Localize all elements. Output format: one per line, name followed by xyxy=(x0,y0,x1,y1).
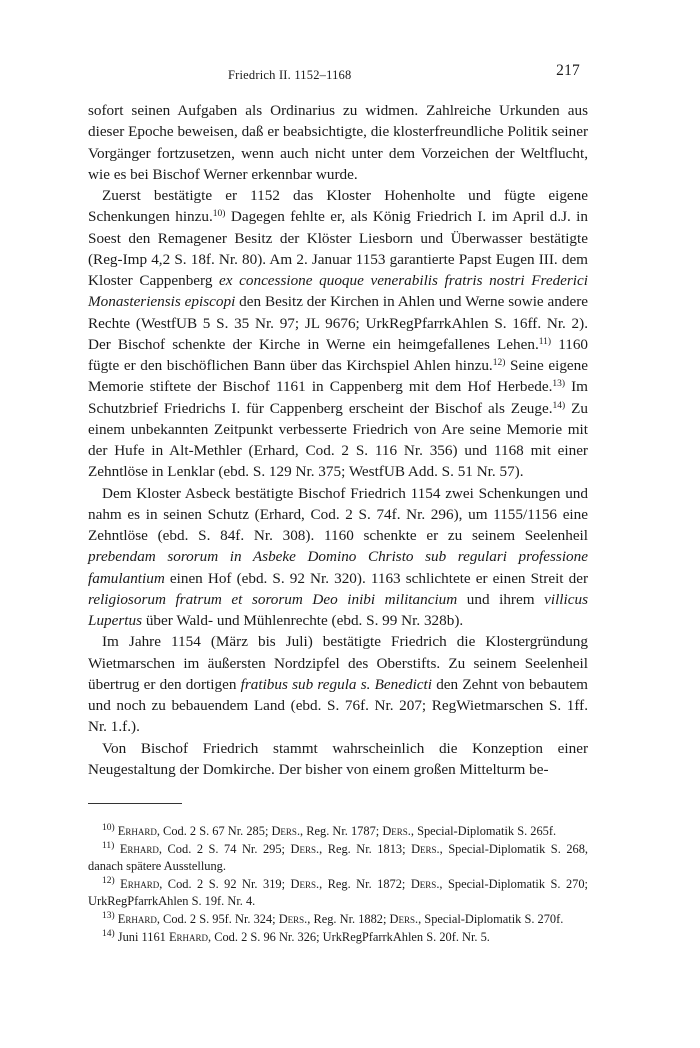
paragraph-4: Im Jahre 1154 (März bis Juli) bestätigte Friedrich die Klostergründung Wietmarschen im äußersten Nordzipfel des Oberstifts. Zu seinem Seelenheil übertrug er den dortigen fratibus sub regula s. Benedicti den Zehnt von bebautem und noch zu bebauendem Land (ebd. S. 76f. Nr. 207; RegWietmarschen S. 1ff. Nr. 1.f.). xyxy=(88,633,588,736)
paragraph-3: Dem Kloster Asbeck bestätigte Bischof Friedrich 1154 zwei Schenkungen und nahm es in seinen Schutz (Erhard, Cod. 2 S. 74f. Nr. 296), um 1155/1156 eine Zehntlöse (ebd. S. 84f. Nr. 308). 1160 schenkte er zu seinem Seelenheil prebendam sororum in Asbeke Domino Christo sub regulari professione famulantium einen Hof (ebd. S. 92 Nr. 320). 1163 schlichtete er einen Streit der religiosorum fratrum et sororum Deo inibi militancium und ihrem villicus Lupertus über Wald- und Mühlenrechte (ebd. S. 99 Nr. 328b). xyxy=(88,484,588,629)
footnote-divider xyxy=(88,803,182,804)
footnote-14: $^{14)}$ Juni 1161 Erhard, Cod. 2 S. 96 Nr. 326; UrkRegPfarrkAhlen S. 20f. Nr. 5. xyxy=(102,928,490,944)
footnote-ref-14: 14) xyxy=(552,400,566,411)
latin-quote: ex concessione quoque venerabilis fratris nostri Frederici Monasteriensis episcopi xyxy=(88,272,588,311)
latin-quote: villicus Lupertus xyxy=(88,590,588,629)
latin-quote: prebendam sororum in Asbeke Domino Christo sub regulari professione famulantium xyxy=(88,548,588,587)
latin-quote: fratibus sub regula s. Benedicti xyxy=(240,675,432,693)
footnotes xyxy=(88,823,588,946)
footnote-ref-12: 12) xyxy=(492,358,506,368)
latin-quote: religiosorum fratrum et sororum Deo inibi militancium xyxy=(88,590,458,608)
footnote-ref-11: 11) xyxy=(538,336,552,347)
footnote-ref-13: 13) xyxy=(552,379,566,390)
paragraph-1: sofort seinen Aufgaben als Ordinarius zu widmen. Zahlreiche Urkunden aus dieser Epoche beweisen, daß er beabsichtigte, die klosterfreundliche Politik seiner Vorgänger fortzusetzen, wenn auch nicht unter dem Vorzeichen der Weltflucht, wie es bei Bischof Werner erkennbar wurde. xyxy=(88,102,588,183)
paragraph-2: Zuerst bestätigte er 1152 das Kloster Hohenholte und fügte eigene Schenkungen hinzu.$^{10)}$ Dagegen fehlte er, als König Friedrich I. im April d.J. in Soest den Remagener Besitz der Klöster Liesborn und Überwasser bestätigte (Reg-Imp 4,2 S. 18f. Nr. 80). Am 2. Januar 1153 garantierte Papst Eugen III. dem Kloster Cappenberg ex concessione quoque venerabilis fratris nostri Frederici Monasteriensis episcopi den Besitz der Kirchen in Ahlen und Werne sowie andere Rechte (WestfUB 5 S. 35 Nr. 97; JL 9676; UrkRegPfarrkAhlen S. 16ff. Nr. 2). Der Bischof schenkte der Kirche in Werne ein heimgefallenes Lehen.$^{11)}$ 1160 fügte er den bischöflichen Bann über das Kirchspiel Ahlen hinzu.$^{12)}$ Seine eigene Memorie stiftete der Bischof 1161 in Cappenberg mit dem Hof Herbede.$^{13)}$ Im Schutzbrief Friedrichs I. für Cappenberg erscheint der Bischof als Zeuge.$^{14)}$ Zu einem unbekannten Zeitpunkt verbesserte Friedrich von Are seine Memorie mit der Hufe in Alt-Methler (Erhard, Cod. 2 S. 116 Nr. 356) und 1168 mit einer Zehntlöse in Lenklar (ebd. S. 129 Nr. 375; WestfUB Add. S. 51 Nr. 57). xyxy=(88,187,589,481)
footnote-13: $^{13)}$ Erhard, Cod. 2 S. 95f. Nr. 324; Ders., Reg. Nr. 1882; Ders., Special-Diplomatik S. 270f. xyxy=(102,910,564,926)
footnote-12: $^{12)}$ Erhard, Cod. 2 S. 92 Nr. 319; Ders., Reg. Nr. 1872; Ders., Special-Diplomatik S. 270; UrkRegPfarrkAhlen S. 19f. Nr. 4. xyxy=(88,875,589,909)
footnote-ref-10: 10) xyxy=(212,209,226,220)
footnote-11: $^{11)}$ Erhard, Cod. 2 S. 74 Nr. 295; Ders., Reg. Nr. 1813; Ders., Special-Diplomatik S. 268, danach spätere Ausstellung. xyxy=(88,840,589,874)
footnote-10: $^{10)}$ Erhard, Cod. 2 S. 67 Nr. 285; Ders., Reg. Nr. 1787; Ders., Special-Diplomatik S. 265f. xyxy=(102,823,557,838)
main-text xyxy=(88,100,588,780)
page-number: 217 xyxy=(556,62,580,79)
running-header xyxy=(120,62,580,88)
paragraph-5: Von Bischof Friedrich stammt wahrscheinlich die Konzeption einer Neugestaltung der Domkirche. Der bisher von einem großen Mittelturm be- xyxy=(88,739,588,778)
running-title: Friedrich II. 1152–1168 xyxy=(228,68,352,82)
